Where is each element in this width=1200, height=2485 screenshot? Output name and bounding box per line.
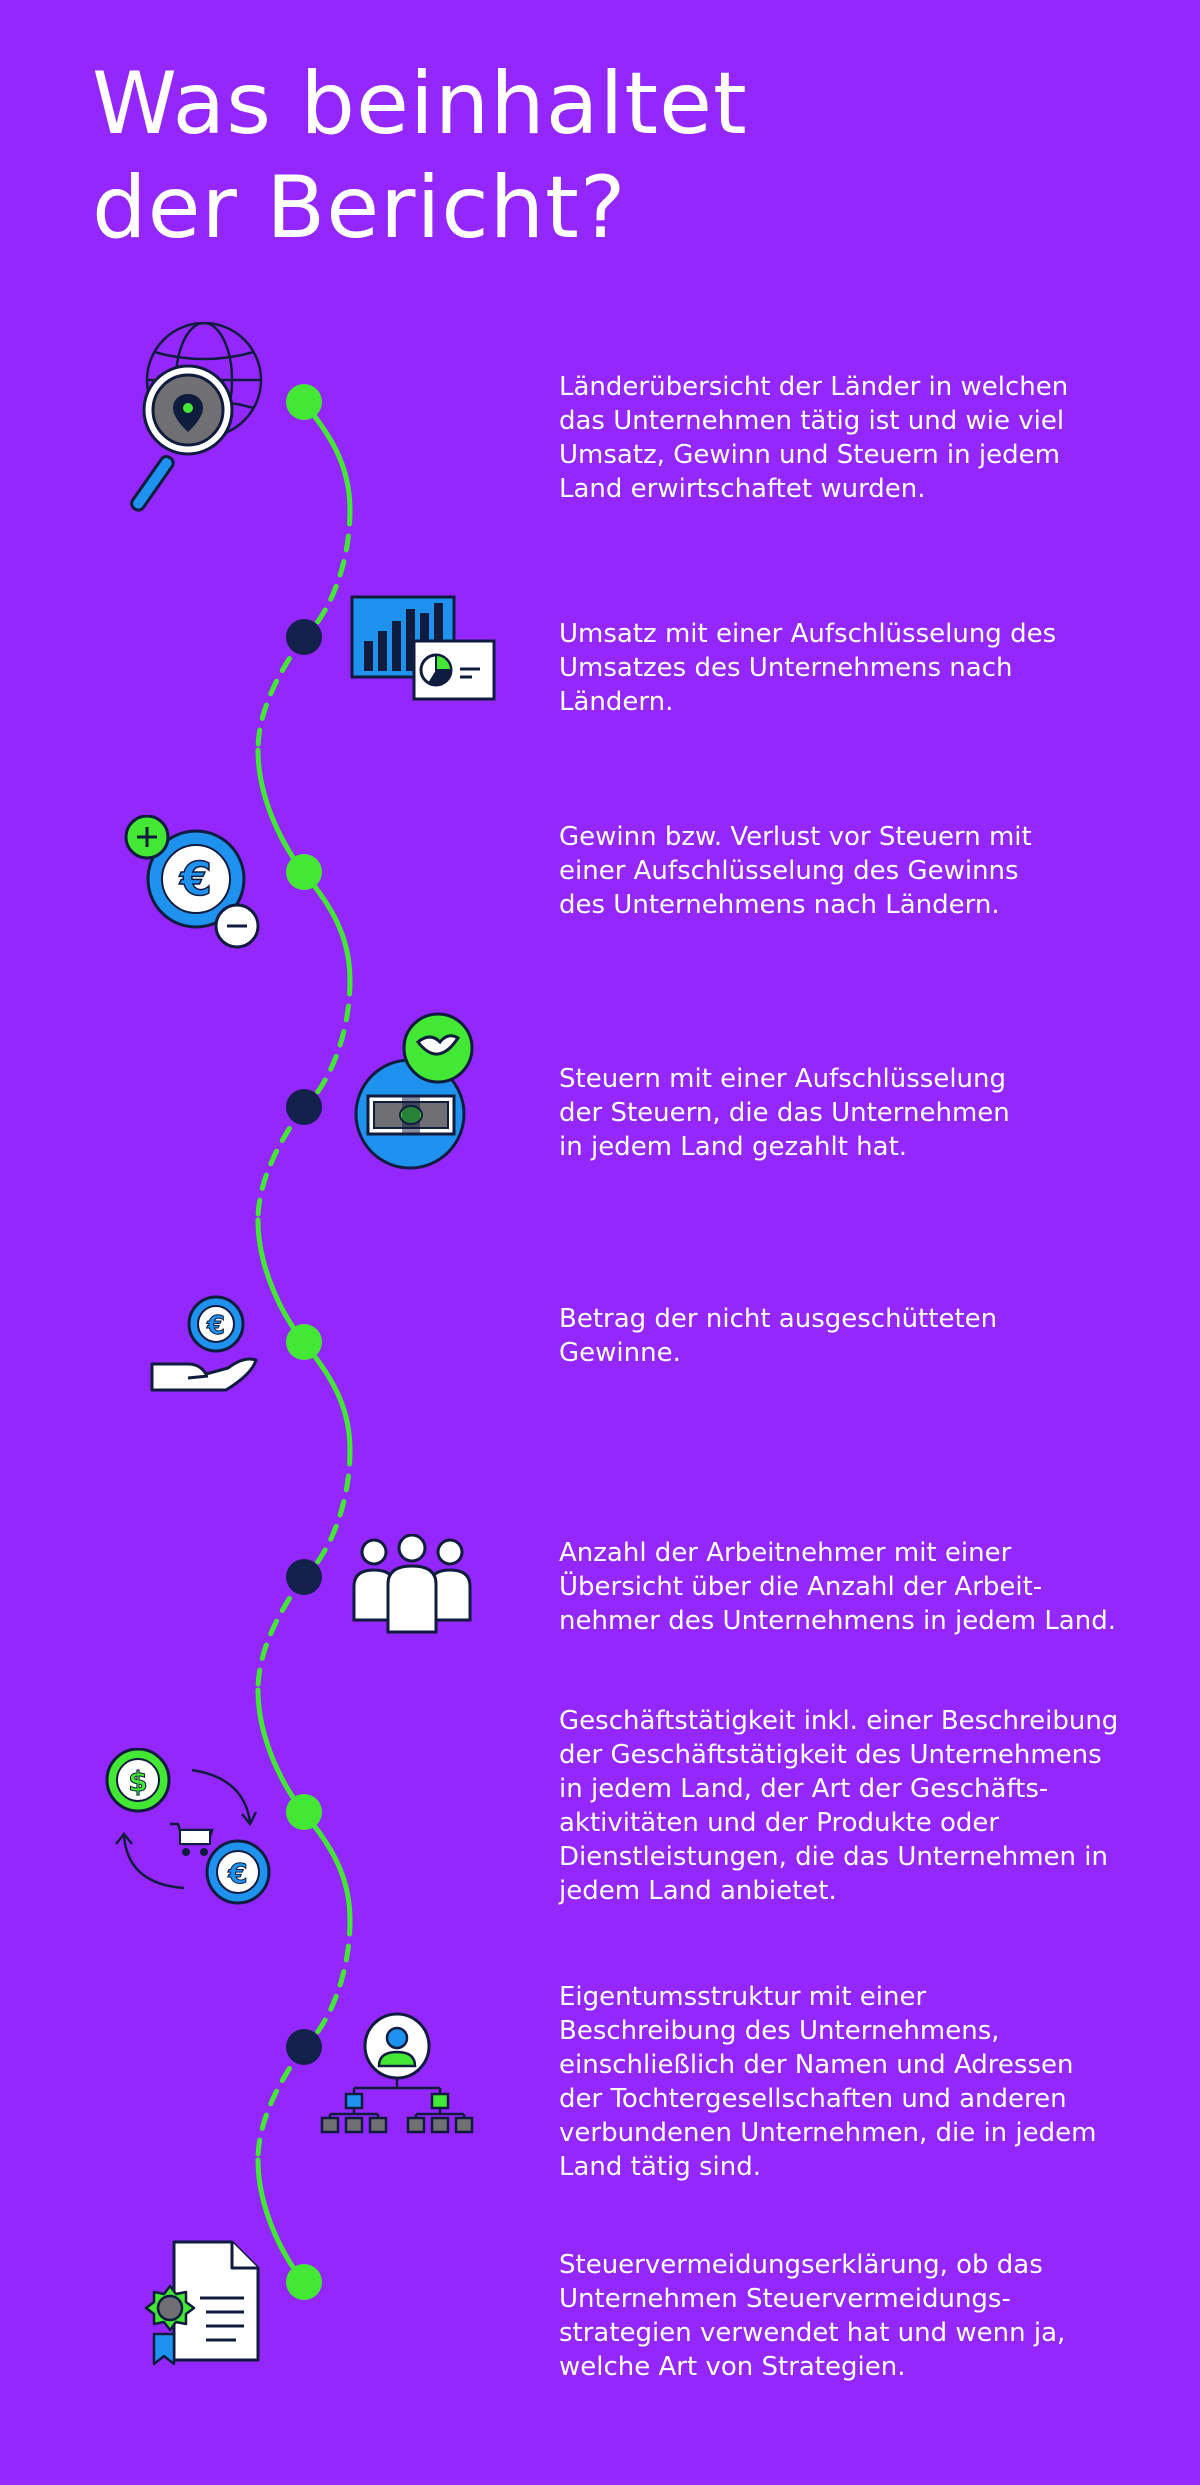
timeline-node [286, 1794, 322, 1830]
timeline-segment-solid [258, 1220, 304, 1342]
timeline-segment-dashed [304, 980, 350, 1107]
title-line-2: der Bericht? [92, 158, 627, 258]
employees-group-icon [348, 1534, 476, 1636]
svg-text:€: € [228, 1857, 248, 1890]
certificate-document-icon [140, 2238, 262, 2368]
timeline-segment-dashed [258, 1107, 304, 1220]
item-description-gewinn: Gewinn bzw. Verlust vor Steuern mit einer Aufschlüsselung des Gewinns des Unternehmens nach Ländern. [559, 822, 1032, 920]
tax-money-icon [352, 1012, 478, 1172]
item-description-steuern: Steuern mit einer Aufschlüsselung der Steuern, die das Unternehmen in jedem Land gezahlt hat. [559, 1064, 1010, 1162]
timeline-node [286, 1089, 322, 1125]
item-description-geschaeftstaetigkeit: Geschäftstätigkeit inkl. einer Beschreibung der Geschäftstätigkeit des Unternehmens in jedem Land, der Art der Geschäfts- aktivitäten und der Produkte oder Dienstleistungen, die das Unternehmen in jedem Land anbietet. [559, 1706, 1119, 1906]
svg-text:$: $ [128, 1765, 148, 1798]
timeline-node [286, 1559, 322, 1595]
timeline-node [286, 1324, 322, 1360]
item-description-umsatz: Umsatz mit einer Aufschlüsselung des Umsatzes des Unternehmens nach Ländern. [559, 619, 1057, 717]
title-line-1: Was beinhaltet [92, 54, 748, 154]
item-description-arbeitnehmer: Anzahl der Arbeitnehmer mit einer Übersicht über die Anzahl der Arbeit- nehmer des Unternehmens in jedem Land. [559, 1538, 1116, 1636]
svg-text:€: € [179, 852, 213, 906]
timeline-segment-dashed [258, 2047, 304, 2160]
hand-euro-icon [148, 1294, 260, 1398]
item-description-laenderuebersicht: Länderübersicht der Länder in welchen das Unternehmen tätig ist und wie viel Umsatz, Gewinn und Steuern in jedem Land erwirtschaftet wurden. [559, 372, 1069, 504]
ownership-structure-icon [316, 2012, 478, 2134]
euro-plus-minus-icon [122, 815, 268, 955]
timeline-segment-dashed [304, 1450, 350, 1577]
timeline-node [286, 619, 322, 655]
item-description-nicht-ausgeschuettete-gewinne: Betrag der nicht ausgeschütteten Gewinne. [559, 1304, 998, 1368]
item-description-steuervermeidung: Steuervermeidungserklärung, ob das Unternehmen Steuervermeidungs- strategien verwendet hat und wenn ja, welche Art von Strategien. [559, 2250, 1066, 2382]
timeline-segment-solid [258, 2160, 304, 2282]
svg-text:€: € [206, 1311, 226, 1341]
globe-location-search-icon [126, 322, 266, 538]
business-exchange-icon [104, 1748, 274, 1908]
bar-chart-report-icon [348, 593, 498, 703]
timeline-segment-dashed [258, 637, 304, 750]
item-description-eigentumsstruktur: Eigentumsstruktur mit einer Beschreibung des Unternehmens, einschließlich der Namen und Adressen der Tochtergesellschaften und anderen verbundenen Unternehmen, die in jedem Land tätig sind. [559, 1982, 1097, 2182]
timeline-segment-dashed [304, 510, 350, 637]
timeline-node [286, 854, 322, 890]
timeline-node [286, 384, 322, 420]
timeline-segment-dashed [258, 1577, 304, 1690]
timeline-node [286, 2264, 322, 2300]
